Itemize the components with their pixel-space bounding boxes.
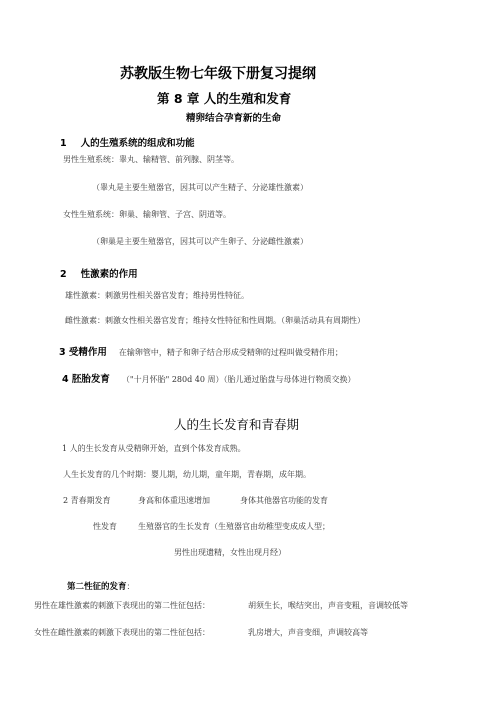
sec2-number: 2 — [60, 269, 67, 280]
puberty-item-height: 身高和体重迅速增加 — [138, 496, 210, 505]
doc-title: 苏教版生物七年级下册复习提纲 — [120, 66, 316, 82]
female-system-note: （卵巢是主要生殖器官，因其可以产生卵子、分泌雌性激素） — [92, 237, 308, 246]
sex-development-text-2: 男性出现遗精，女性出现月经） — [174, 548, 286, 557]
puberty-label: 2 青春期发育 — [63, 496, 111, 505]
sec1-number: 1 — [60, 138, 67, 149]
female-secondary-label: 女性在雌性激素的刺激下表现出的第二性征包括： — [34, 628, 210, 637]
section-subtitle: 精卵结合孕育新的生命 — [186, 113, 282, 124]
male-hormone-text: 雄性激素：刺激男性相关器官发育；维持男性特征。 — [65, 291, 249, 300]
female-hormone-text: 雌性激素：刺激女性相关器官发育；维持女性特征和性周期。（卵巢活动具有周期性） — [65, 316, 365, 325]
sec4-label: 4 胚胎发育 — [62, 374, 110, 385]
sec1-heading — [60, 133, 195, 149]
sec3-line — [59, 342, 343, 358]
male-system-note: （睾丸是主要生殖器官，因其可以产生精子、分泌雄性激素） — [92, 183, 308, 192]
female-system-text: 女性生殖系统：卵巢、输卵管、子宫、阴道等。 — [63, 210, 231, 219]
secondary-heading — [67, 576, 135, 592]
male-system-text: 男性生殖系统：睾丸、输精管、前列腺、阴茎等。 — [63, 155, 239, 164]
growth-title: 人的生长发育和青春期 — [174, 417, 300, 432]
male-secondary-label: 男性在雄性激素的刺激下表现出的第二性征包括： — [34, 601, 210, 610]
sec2-heading — [60, 264, 138, 280]
male-secondary-value: 胡须生长，喉结突出，声音变粗，音调较低等 — [248, 601, 408, 610]
female-secondary-value: 乳房增大，声音变细，声调较高等 — [248, 628, 368, 637]
sec3-label: 3 受精作用 — [59, 347, 107, 358]
secondary-heading-colon: ： — [126, 582, 135, 591]
puberty-item-organs: 身体其他器官功能的发育 — [240, 496, 328, 505]
sec4-text: （"十月怀胎" 280d 40 周）（胎儿通过胎盘与母体进行物质交换） — [121, 375, 356, 384]
chapter-title: 第 8 章 人的生殖和发育 — [157, 91, 292, 106]
sec2-heading-text: 性激素的作用 — [80, 269, 138, 280]
secondary-heading-text: 第二性征的发育 — [67, 582, 127, 592]
sec3-text: 在输卵管中，精子和卵子结合形成受精卵的过程叫做受精作用； — [118, 348, 343, 357]
growth-line-1: 1 人的生长发育从受精卵开始，直到个体发育成熟。 — [62, 444, 246, 453]
growth-line-2: 人生长发育的几个时期：婴儿期，幼儿期，童年期，青春期，成年期。 — [63, 470, 311, 479]
sex-development-text-1: 生殖器官的生长发育（生殖器官由幼稚型变成成人型； — [138, 522, 330, 531]
sec4-line — [62, 369, 355, 385]
sex-development-label: 性发育 — [93, 522, 117, 531]
sec1-heading-text: 人的生殖系统的组成和功能 — [80, 138, 195, 149]
